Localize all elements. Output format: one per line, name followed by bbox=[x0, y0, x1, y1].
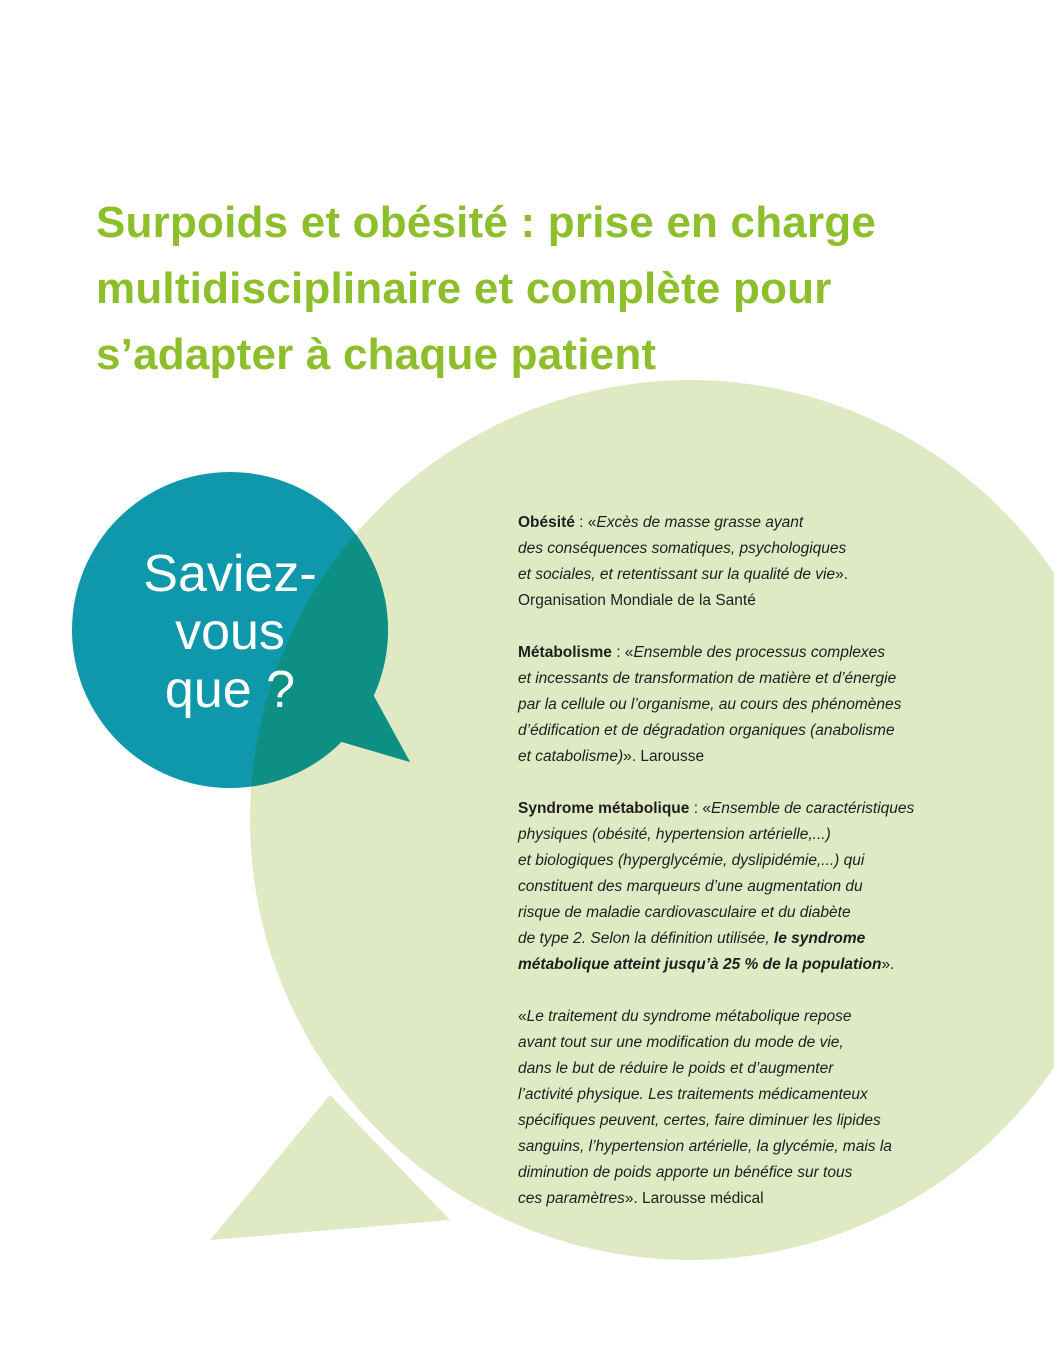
source-label: ». Larousse médical bbox=[624, 1190, 764, 1207]
quote-text: dans le but de réduire le poids et d’augmenter bbox=[518, 1060, 834, 1077]
definition-obesite bbox=[518, 510, 988, 614]
definition-text: et catabolisme) bbox=[518, 748, 624, 765]
source-label: ». Larousse bbox=[623, 748, 705, 765]
definition-text: physiques (obésité, hypertension artérielle,...) bbox=[518, 826, 831, 843]
definition-text: et sociales, et retentissant sur la qualité de vie bbox=[518, 566, 836, 583]
definition-text: constituent des marqueurs d’une augmentation du bbox=[518, 878, 863, 895]
separator: : « bbox=[611, 644, 634, 661]
definition-text: et incessants de transformation de matière et d’énergie bbox=[518, 670, 897, 687]
separator: : « bbox=[689, 800, 711, 817]
definition-text: de type 2. Selon la définition utilisée, bbox=[518, 930, 774, 947]
quote-text: ces paramètres bbox=[518, 1190, 625, 1207]
definition-text: Excès de masse grasse ayant bbox=[596, 514, 804, 531]
title-line: multidisciplinaire et complète pour bbox=[96, 264, 832, 313]
callout-line: Saviez- bbox=[143, 545, 317, 603]
quote-text: Le traitement du syndrome métabolique repose bbox=[526, 1008, 852, 1025]
quote-traitement bbox=[518, 1004, 988, 1212]
closing-quote: ». bbox=[881, 956, 895, 973]
definition-syndrome bbox=[518, 796, 988, 978]
quote-text: sanguins, l’hypertension artérielle, la glycémie, mais la bbox=[518, 1138, 892, 1155]
definitions-text bbox=[518, 510, 988, 1238]
quote-text: l’activité physique. Les traitements médicamenteux bbox=[518, 1086, 868, 1103]
callout-line: que ? bbox=[164, 661, 296, 719]
definition-text: risque de maladie cardiovasculaire et du diabète bbox=[518, 904, 851, 921]
quote-text: spécifiques peuvent, certes, faire diminuer les lipides bbox=[518, 1112, 881, 1129]
term-obesite: Obésité bbox=[518, 514, 575, 531]
definition-text: Ensemble de caractéristiques bbox=[710, 800, 915, 817]
quote-text: avant tout sur une modification du mode de vie, bbox=[518, 1034, 844, 1051]
definition-text: par la cellule ou l’organisme, au cours des phénomènes bbox=[518, 696, 902, 713]
did-you-know-callout bbox=[120, 545, 340, 719]
highlight-text: métabolique atteint jusqu’à 25 % de la population bbox=[518, 956, 882, 973]
title-line: Surpoids et obésité : prise en charge bbox=[96, 198, 877, 247]
term-metabolisme: Métabolisme bbox=[518, 644, 612, 661]
definition-text: des conséquences somatiques, psychologiques bbox=[518, 540, 847, 557]
definition-metabolisme bbox=[518, 640, 988, 770]
term-syndrome: Syndrome métabolique bbox=[518, 800, 690, 817]
title-line: s’adapter à chaque patient bbox=[96, 330, 657, 379]
separator: : « bbox=[574, 514, 597, 531]
definition-text: et biologiques (hyperglycémie, dyslipidémie,...) qui bbox=[518, 852, 865, 869]
definition-text: Ensemble des processus complexes bbox=[633, 644, 886, 661]
opening-quote: « bbox=[518, 1008, 527, 1025]
callout-line: vous bbox=[175, 603, 285, 661]
definition-text: d’édification et de dégradation organiques (anabolisme bbox=[518, 722, 895, 739]
closing-quote: ». bbox=[835, 566, 848, 583]
quote-text: diminution de poids apporte un bénéfice sur tous bbox=[518, 1164, 853, 1181]
source-label: Organisation Mondiale de la Santé bbox=[518, 592, 756, 609]
highlight-text: le syndrome bbox=[773, 930, 866, 947]
